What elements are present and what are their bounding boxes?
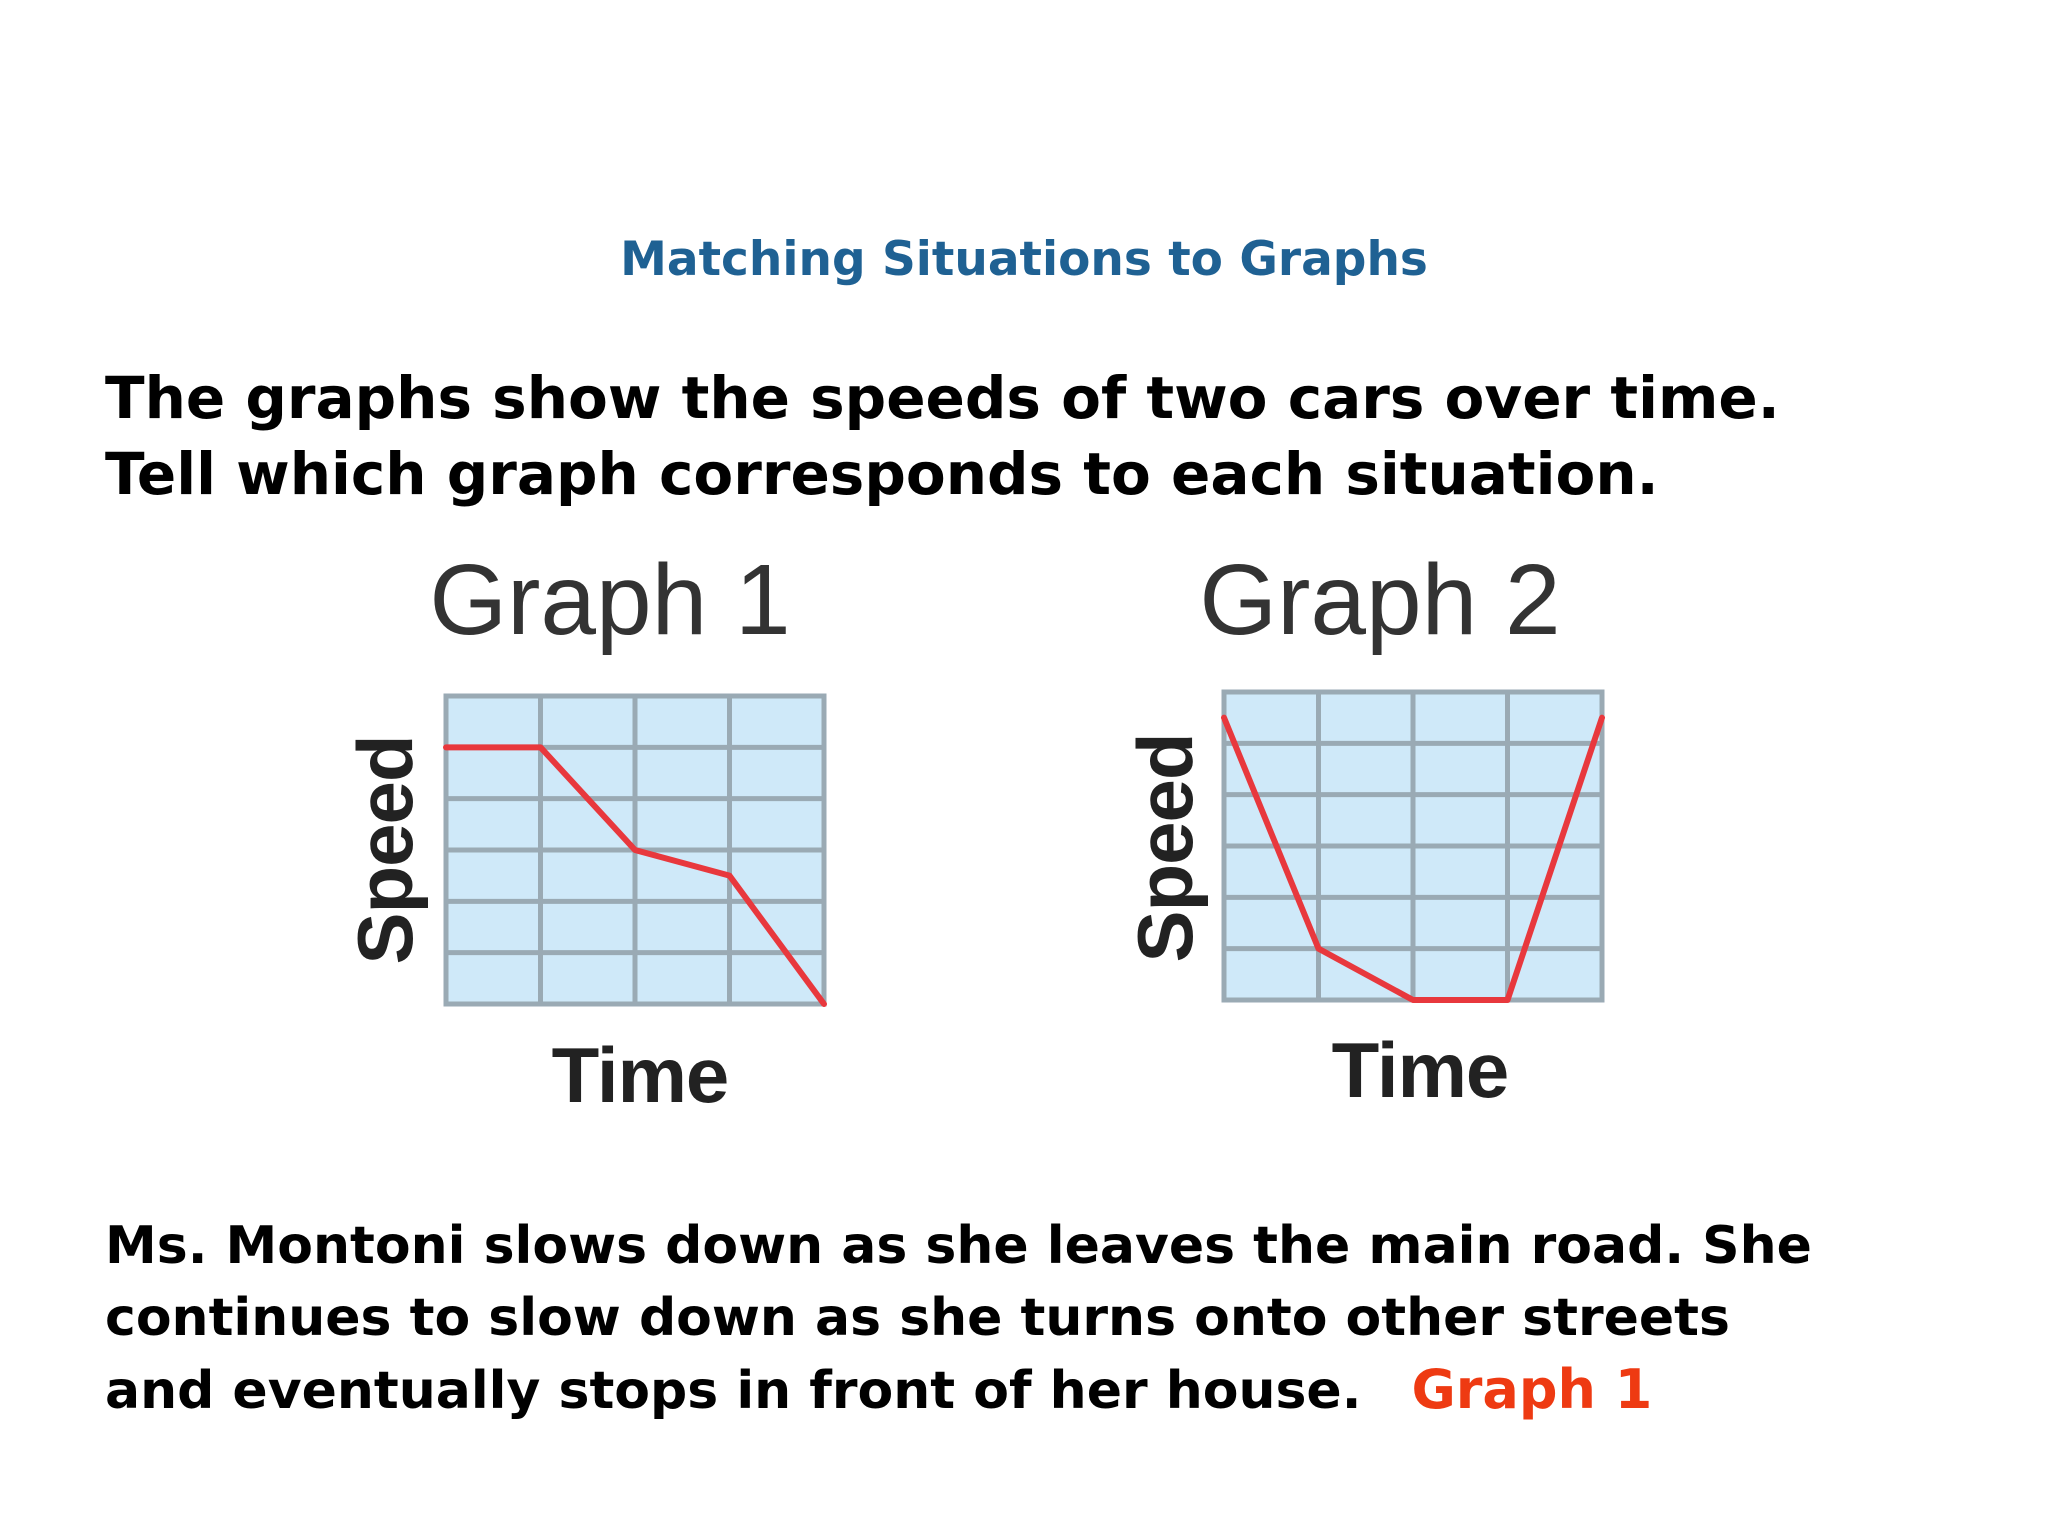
- situation-line-3-text: and eventually stops in front of her house.: [105, 1361, 1362, 1421]
- situation-line-1: Ms. Montoni slows down as she leaves the main road. She: [105, 1216, 1812, 1276]
- answer-label: Graph 1: [1411, 1358, 1653, 1421]
- graph-2-ylabel: Speed: [1121, 733, 1209, 963]
- graph-1-ylabel: Speed: [341, 735, 429, 965]
- prompt-line-1: The graphs show the speeds of two cars over time.: [105, 364, 1780, 432]
- graph-2-xlabel: Time: [1331, 1026, 1509, 1114]
- slide-title: Matching Situations to Graphs: [620, 232, 1428, 287]
- situation-text: [105, 1210, 2005, 1427]
- graph-2-plot: [1218, 686, 1608, 1006]
- situation-line-2: continues to slow down as she turns onto other streets: [105, 1288, 1730, 1348]
- graph-1-plot: [440, 690, 830, 1010]
- graph-2-title: Graph 2: [1199, 544, 1561, 656]
- situation-line-3: [105, 1354, 2005, 1427]
- graph-1-xlabel: Time: [551, 1031, 729, 1119]
- graph-1-title: Graph 1: [429, 544, 791, 656]
- prompt-line-2: Tell which graph corresponds to each situation.: [105, 440, 1659, 508]
- prompt-text: [105, 360, 2005, 512]
